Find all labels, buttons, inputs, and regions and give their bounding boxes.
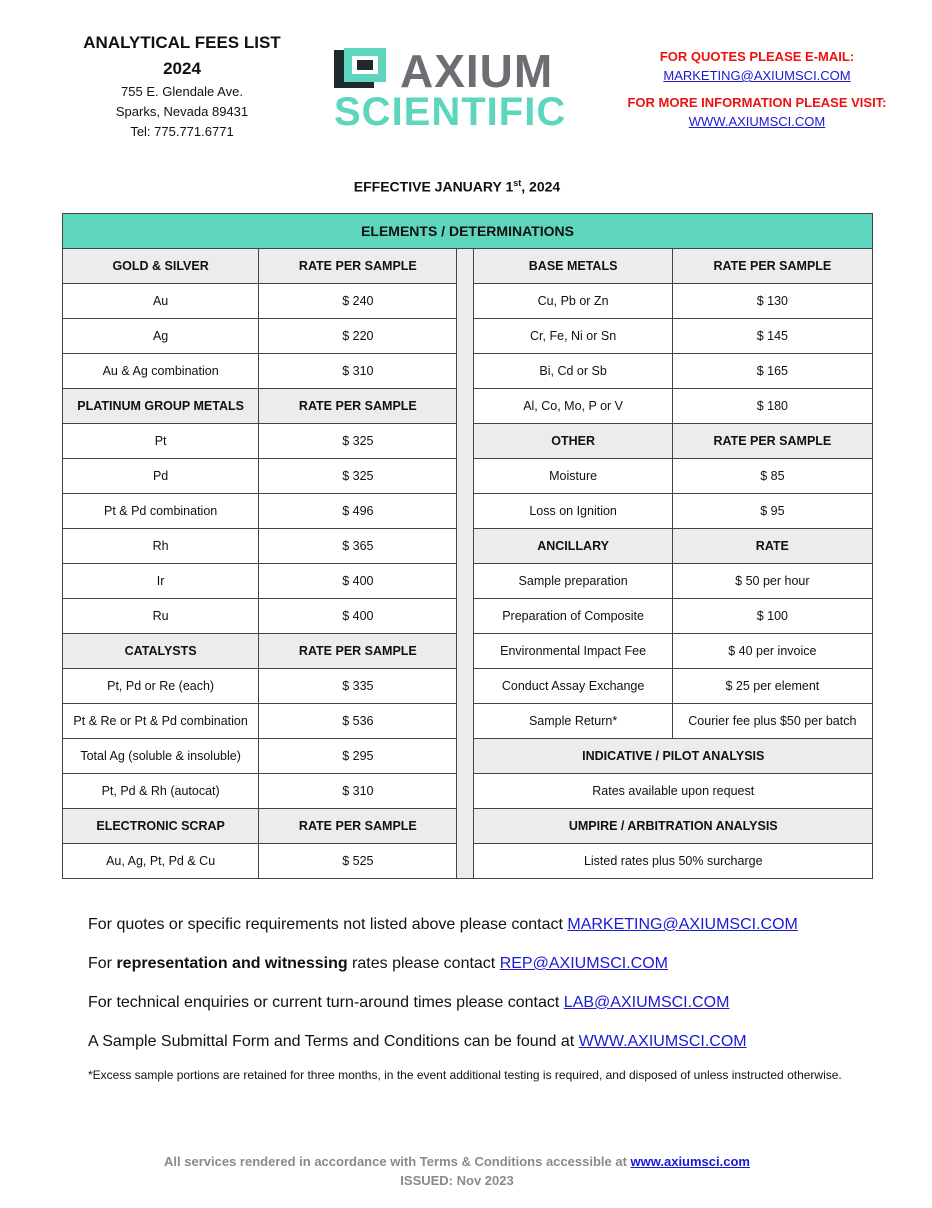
section-header-other: OTHER — [474, 424, 672, 459]
note-quotes: For quotes or specific requirements not listed above please contact MARKETING@AXIUMSCI.COM — [88, 916, 798, 933]
section-header-ancillary: ANCILLARY — [474, 529, 672, 564]
section-header-gold-silver: GOLD & SILVER — [63, 249, 259, 284]
column-header: RATE PER SAMPLE — [259, 249, 457, 284]
item-name: Rh — [63, 529, 259, 564]
item-name: Au — [63, 284, 259, 319]
item-rate: $ 85 — [672, 459, 872, 494]
effective-date: EFFECTIVE JANUARY 1st, 2024 — [353, 178, 561, 195]
contact-info — [612, 48, 902, 132]
contact-notes — [88, 914, 868, 1101]
lab-email-link[interactable]: LAB@AXIUMSCI.COM — [563, 994, 730, 1011]
item-name: Ag — [63, 319, 259, 354]
umpire-rate-text: Listed rates plus 50% surcharge — [474, 844, 873, 879]
column-header: RATE — [672, 529, 872, 564]
item-rate: $ 325 — [259, 424, 457, 459]
section-header-pilot: INDICATIVE / PILOT ANALYSIS — [474, 739, 873, 774]
info-label: FOR MORE INFORMATION PLEASE VISIT: — [627, 95, 887, 110]
item-name: Ir — [63, 564, 259, 599]
item-rate: $ 536 — [259, 704, 457, 739]
item-name: Pt, Pd & Rh (autocat) — [63, 774, 259, 809]
item-name: Moisture — [474, 459, 672, 494]
website-link[interactable]: WWW.AXIUMSCI.COM — [578, 1033, 747, 1050]
item-name: Environmental Impact Fee — [474, 634, 672, 669]
item-rate: $ 496 — [259, 494, 457, 529]
logo-word-scientific: SCIENTIFIC — [334, 90, 567, 134]
item-name: Ru — [63, 599, 259, 634]
item-rate: $ 130 — [672, 284, 872, 319]
address-line-1: 755 E. Glendale Ave. — [121, 84, 243, 99]
column-header: RATE PER SAMPLE — [259, 634, 457, 669]
section-header-base-metals: BASE METALS — [474, 249, 672, 284]
item-name: Conduct Assay Exchange — [474, 669, 672, 704]
item-rate: Courier fee plus $50 per batch — [672, 704, 872, 739]
note-technical: For technical enquiries or current turn-around times please contact LAB@AXIUMSCI.COM — [88, 994, 730, 1011]
quotes-label: FOR QUOTES PLEASE E-MAIL: — [659, 49, 855, 64]
section-header-pgm: PLATINUM GROUP METALS — [63, 389, 259, 424]
column-header: RATE PER SAMPLE — [672, 249, 872, 284]
axium-logo — [334, 45, 598, 134]
info-website-link[interactable]: WWW.AXIUMSCI.COM — [688, 114, 826, 129]
company-info — [62, 30, 302, 142]
item-name: Bi, Cd or Sb — [474, 354, 672, 389]
item-rate: $ 180 — [672, 389, 872, 424]
footnote: *Excess sample portions are retained for three months, in the event additional testing is required, and disposed of unless instructed otherwise. — [88, 1068, 842, 1082]
note-representation: For representation and witnessing rates please contact REP@AXIUMSCI.COM — [88, 955, 668, 972]
item-name: Preparation of Composite — [474, 599, 672, 634]
pilot-rate-text: Rates available upon request — [474, 774, 873, 809]
item-rate: $ 310 — [259, 774, 457, 809]
footer-website-link[interactable]: www.axiumsci.com — [630, 1154, 750, 1169]
item-name: Loss on Ignition — [474, 494, 672, 529]
marketing-email-link[interactable]: MARKETING@AXIUMSCI.COM — [567, 916, 798, 933]
item-rate: $ 400 — [259, 599, 457, 634]
item-name: Sample preparation — [474, 564, 672, 599]
note-forms: A Sample Submittal Form and Terms and Conditions can be found at WWW.AXIUMSCI.COM — [88, 1033, 747, 1050]
section-header-electronic-scrap: ELECTRONIC SCRAP — [63, 809, 259, 844]
column-header: RATE PER SAMPLE — [259, 389, 457, 424]
item-name: Pt — [63, 424, 259, 459]
item-rate: $ 335 — [259, 669, 457, 704]
item-name: Sample Return* — [474, 704, 672, 739]
item-name: Cu, Pb or Zn — [474, 284, 672, 319]
item-name: Au, Ag, Pt, Pd & Cu — [63, 844, 259, 879]
address-line-2: Sparks, Nevada 89431 — [115, 104, 249, 119]
telephone: Tel: 775.771.6771 — [130, 124, 234, 139]
table-banner-row — [63, 214, 873, 249]
rep-email-link[interactable]: REP@AXIUMSCI.COM — [499, 955, 668, 972]
item-rate: $ 100 — [672, 599, 872, 634]
item-rate: $ 295 — [259, 739, 457, 774]
table-row — [63, 249, 873, 284]
item-name: Cr, Fe, Ni or Sn — [474, 319, 672, 354]
item-rate: $ 240 — [259, 284, 457, 319]
item-rate: $ 50 per hour — [672, 564, 872, 599]
logo-word-axium: AXIUM — [400, 45, 554, 97]
item-rate: $ 400 — [259, 564, 457, 599]
item-rate: $ 145 — [672, 319, 872, 354]
item-name: Pt, Pd or Re (each) — [63, 669, 259, 704]
item-rate: $ 95 — [672, 494, 872, 529]
logo-mark-icon — [334, 48, 398, 92]
item-name: Pt & Pd combination — [63, 494, 259, 529]
item-rate: $ 165 — [672, 354, 872, 389]
table-divider — [457, 249, 474, 879]
item-rate: $ 310 — [259, 354, 457, 389]
item-rate: $ 40 per invoice — [672, 634, 872, 669]
fees-table — [62, 213, 873, 879]
item-rate: $ 220 — [259, 319, 457, 354]
column-header: RATE PER SAMPLE — [672, 424, 872, 459]
item-name: Pd — [63, 459, 259, 494]
column-header: RATE PER SAMPLE — [259, 809, 457, 844]
document-title: ANALYTICAL FEES LIST — [83, 33, 281, 52]
section-header-catalysts: CATALYSTS — [63, 634, 259, 669]
item-rate: $ 325 — [259, 459, 457, 494]
footer-terms: All services rendered in accordance with Terms & Conditions accessible at www.axiumsci.com — [164, 1154, 750, 1169]
item-name: Total Ag (soluble & insoluble) — [63, 739, 259, 774]
quotes-email-link[interactable]: MARKETING@AXIUMSCI.COM — [663, 68, 851, 83]
item-rate: $ 365 — [259, 529, 457, 564]
issued-date: ISSUED: Nov 2023 — [400, 1173, 514, 1188]
item-name: Au & Ag combination — [63, 354, 259, 389]
section-header-umpire: UMPIRE / ARBITRATION ANALYSIS — [474, 809, 873, 844]
item-rate: $ 25 per element — [672, 669, 872, 704]
item-rate: $ 525 — [259, 844, 457, 879]
document-year: 2024 — [163, 59, 201, 78]
item-name: Al, Co, Mo, P or V — [474, 389, 672, 424]
table-banner: ELEMENTS / DETERMINATIONS — [63, 214, 873, 249]
item-name: Pt & Re or Pt & Pd combination — [63, 704, 259, 739]
page-footer — [0, 1152, 914, 1190]
